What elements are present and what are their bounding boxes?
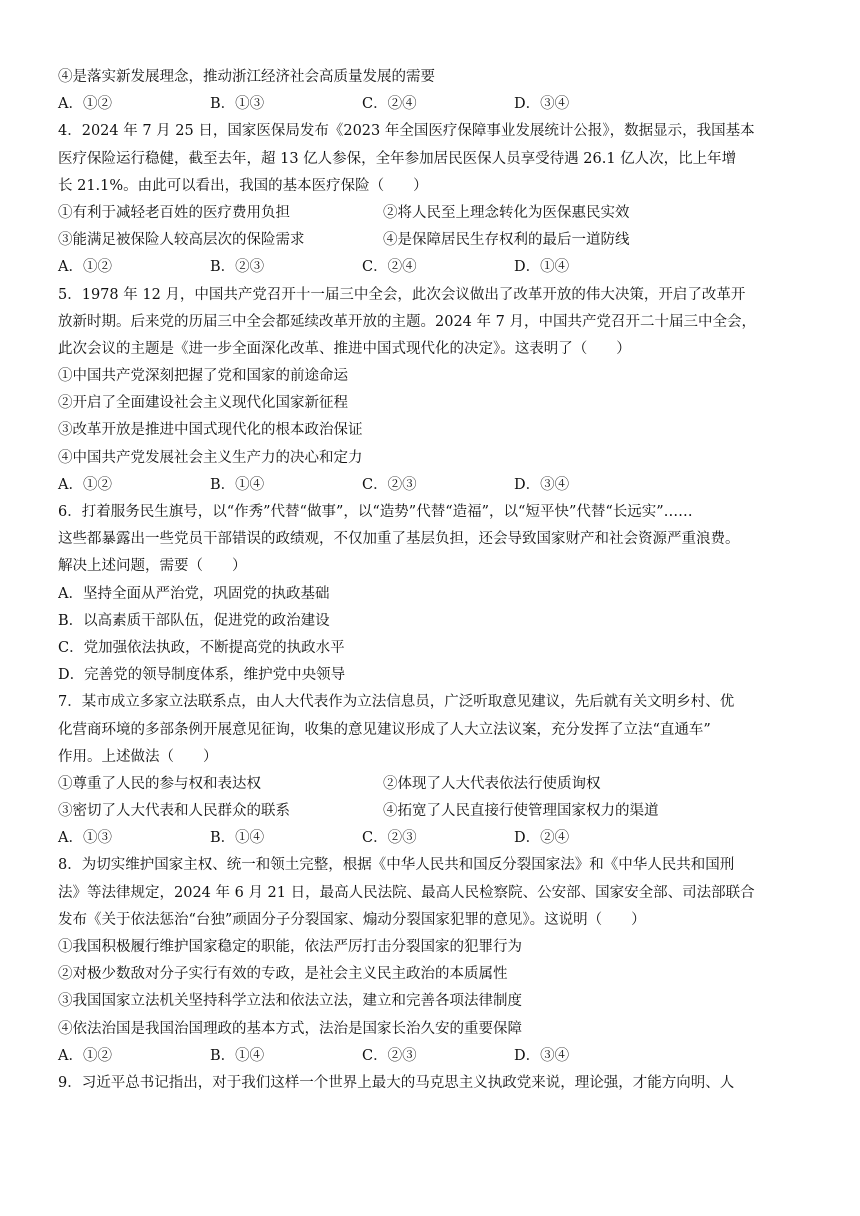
q4-stem-line-2: 医疗保险运行稳健，截至去年，超 13 亿人参保，全年参加居民医保人员享受待遇 26.1 亿人次，比上年增 — [58, 150, 737, 167]
q7-stem-line-2: 化营商环境的多部条例开展意见征询，收集的意见建议形成了人大立法议案，充分发挥了立法“直通车” — [58, 721, 711, 738]
exam-page — [58, 64, 798, 1097]
q6-stem-line-2: 这些都暴露出一些党员干部错误的政绩观，不仅加重了基层负担，还会导致国家财产和社会资源严重浪费。 — [58, 531, 740, 548]
q4-stem-line-3: 长 21.1%。由此可以看出，我国的基本医疗保险（ ） — [58, 177, 428, 194]
q7-stem-line-3: 作用。上述做法（ ） — [58, 748, 218, 765]
q7-stem-line-1: 7．某市成立多家立法联系点，由人大代表作为立法信息员，广泛听取意见建议，先后就有关文明乡村、优 — [58, 694, 735, 711]
q4-option-d: D．①④ — [514, 259, 570, 276]
q7-statements-row-1 — [58, 771, 798, 798]
q3-option-b: B．①③ — [210, 96, 265, 113]
q4-statements-row-1 — [58, 200, 798, 227]
q4-statements-row-2 — [58, 227, 798, 254]
q4-statement-2: ②将人民至上理念转化为医保惠民实效 — [383, 204, 630, 221]
q5-stem-line-1: 5．1978 年 12 月，中国共产党召开十一届三中全会，此次会议做出了改革开放的伟大决策，开启了改革开 — [58, 286, 746, 303]
q4-option-a: A．①② — [58, 259, 112, 276]
q6-option-b: B．以高素质干部队伍，促进党的政治建设 — [58, 612, 330, 629]
q5-option-b: B．①④ — [210, 476, 265, 493]
q7-statement-4: ④拓宽了人民直接行使管理国家权力的渠道 — [383, 803, 659, 820]
q4-options — [58, 254, 798, 281]
q8-statement-1: ①我国积极履行维护国家稳定的职能，依法严厉打击分裂国家的犯罪行为 — [58, 939, 522, 955]
q3-option-d: D．③④ — [514, 96, 570, 113]
q4-stem-line-1: 4．2024 年 7 月 25 日，国家医保局发布《2023 年全国医疗保障事业发展统计公报》，数据显示，我国基本 — [58, 123, 755, 140]
q5-statement-3: ③改革开放是推进中国式现代化的根本政治保证 — [58, 422, 363, 439]
q3-option-a: A．①② — [58, 96, 112, 113]
q8-option-b: B．①④ — [210, 1047, 265, 1064]
q7-option-d: D．②④ — [514, 830, 570, 847]
q5-stem-line-3: 此次会议的主题是《进一步全面深化改革、推进中国式现代化的决定》。这表明了（ ） — [58, 340, 631, 357]
q6-option-a: A．坚持全面从严治党，巩固党的执政基础 — [58, 585, 330, 602]
q6-option-d: D．完善党的领导制度体系，维护党中央领导 — [58, 667, 346, 684]
q8-option-d: D．③④ — [514, 1047, 570, 1064]
q7-option-b: B．①④ — [210, 830, 265, 847]
q8-option-c: C．②③ — [362, 1047, 417, 1064]
q3-options — [58, 91, 798, 118]
q3-statement-4: ④是落实新发展理念，推动浙江经济社会高质量发展的需要 — [58, 69, 435, 85]
q7-statement-3: ③密切了人大代表和人民群众的联系 — [58, 803, 290, 820]
q8-statement-4: ④依法治国是我国治国理政的基本方式，法治是国家长治久安的重要保障 — [58, 1020, 522, 1037]
q7-statement-1: ①尊重了人民的参与权和表达权 — [58, 775, 261, 792]
q5-stem-line-2: 放新时期。后来党的历届三中全会都延续改革开放的主题。2024 年 7 月，中国共产党召开二十届三中全会， — [58, 313, 756, 330]
q4-option-c: C．②④ — [362, 259, 417, 276]
q5-statement-1: ①中国共产党深刻把握了党和国家的前途命运 — [58, 368, 348, 385]
q7-statement-2: ②体现了人大代表依法行使质询权 — [383, 775, 601, 792]
q8-statement-2: ②对极少数敌对分子实行有效的专政，是社会主义民主政治的本质属性 — [58, 966, 508, 983]
q7-option-a: A．①③ — [58, 830, 112, 847]
q4-statement-1: ①有利于减轻老百姓的医疗费用负担 — [58, 204, 290, 221]
q5-option-a: A．①② — [58, 476, 112, 493]
q7-statements-row-2 — [58, 798, 798, 825]
q5-options — [58, 472, 798, 499]
q8-statement-3: ③我国国家立法机关坚持科学立法和依法立法，建立和完善各项法律制度 — [58, 993, 522, 1010]
q8-option-a: A．①② — [58, 1047, 112, 1064]
q5-statement-4: ④中国共产党发展社会主义生产力的决心和定力 — [58, 449, 363, 466]
q5-option-c: C．②③ — [362, 476, 417, 493]
q4-statement-3: ③能满足被保险人较高层次的保险需求 — [58, 232, 305, 249]
q4-statement-4: ④是保障居民生存权利的最后一道防线 — [383, 232, 630, 249]
q7-option-c: C．②③ — [362, 830, 417, 847]
q4-option-b: B．②③ — [210, 259, 265, 276]
q5-option-d: D．③④ — [514, 476, 570, 493]
q6-stem-line-1: 6．打着服务民生旗号，以“作秀”代替“做事”，以“造势”代替“造福”，以“短平快”代替“长远实”…… — [58, 504, 693, 520]
q8-stem-line-3: 发布《关于依法惩治“台独”顽固分子分裂国家、煽动分裂国家犯罪的意见》。这说明（ ） — [58, 911, 646, 928]
q8-stem-line-1: 8．为切实维护国家主权、统一和领土完整，根据《中华人民共和国反分裂国家法》和《中华人民共和国刑 — [58, 857, 735, 874]
q9-stem-line-1: 9．习近平总书记指出，对于我们这样一个世界上最大的马克思主义执政党来说，理论强，才能方向明、人 — [58, 1074, 735, 1091]
q8-stem-line-2: 法》等法律规定，2024 年 6 月 21 日，最高人民法院、最高人民检察院、公安部、国家安全部、司法部联合 — [58, 884, 755, 901]
q5-statement-2: ②开启了全面建设社会主义现代化国家新征程 — [58, 395, 348, 412]
q6-stem-line-3: 解决上述问题，需要（ ） — [58, 558, 247, 575]
q6-option-c: C．党加强依法执政，不断提高党的执政水平 — [58, 639, 345, 656]
q7-options — [58, 825, 798, 852]
q3-option-c: C．②④ — [362, 96, 417, 113]
q8-options — [58, 1043, 798, 1070]
